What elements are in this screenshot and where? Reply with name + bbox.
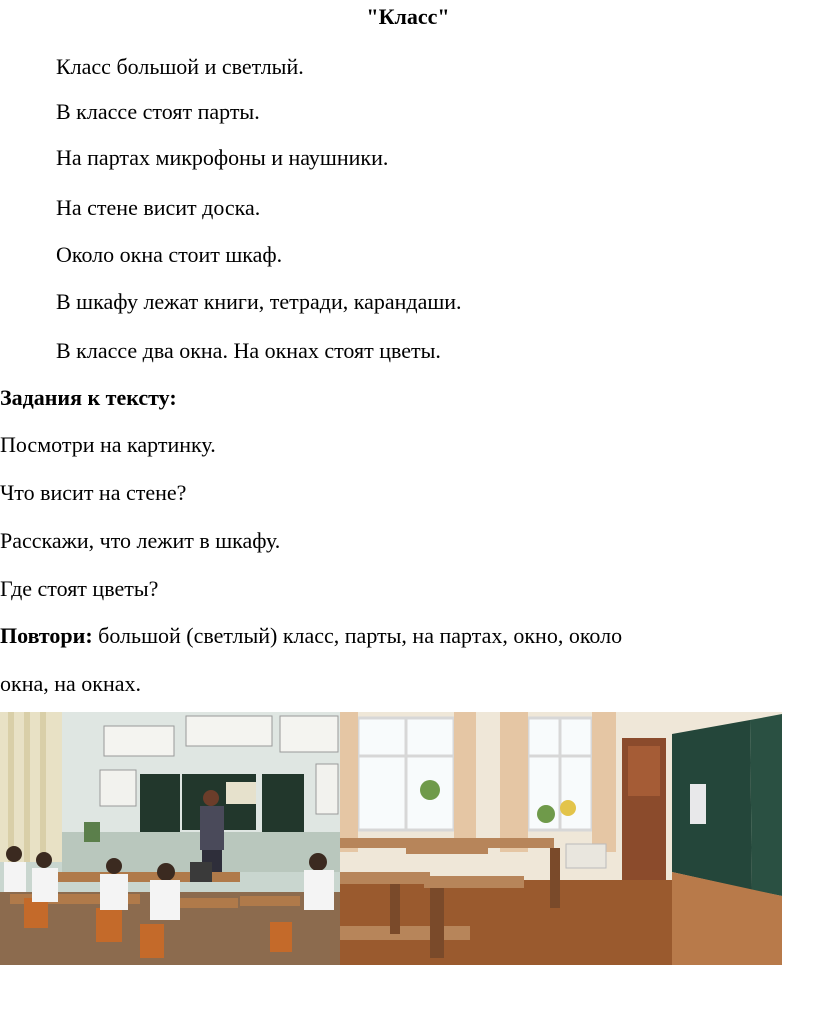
tasks-heading (0, 383, 177, 413)
text-line-3: На партах микрофоны и наушники. (56, 145, 389, 170)
tasks-heading-text: Задания к тексту: (0, 385, 177, 410)
text-line-6: В шкафу лежат книги, тетради, карандаши. (56, 289, 462, 314)
repeat-label: Повтори: (0, 623, 93, 648)
text-line-4: На стене висит доска. (56, 195, 261, 220)
task-2: Что висит на стене? (0, 480, 187, 505)
repeat-line-1 (0, 621, 622, 651)
document-title: "Класс" (366, 4, 450, 29)
text-line-1: Класс большой и светлый. (56, 54, 304, 79)
text-line-5: Около окна стоит шкаф. (56, 242, 283, 267)
task-1: Посмотри на картинку. (0, 432, 216, 457)
repeat-text: большой (светлый) класс, парты, на партах, окно, около (92, 623, 623, 648)
task-4: Где стоят цветы? (0, 576, 159, 601)
repeat-line-2: окна, на окнах. (0, 671, 141, 696)
task-3: Расскажи, что лежит в шкафу. (0, 528, 281, 553)
classroom-photo-left (0, 712, 340, 965)
text-line-2: В классе стоят парты. (56, 99, 260, 124)
classroom-photo-right (340, 712, 782, 965)
text-line-7: В классе два окна. На окнах стоят цветы. (56, 338, 441, 363)
